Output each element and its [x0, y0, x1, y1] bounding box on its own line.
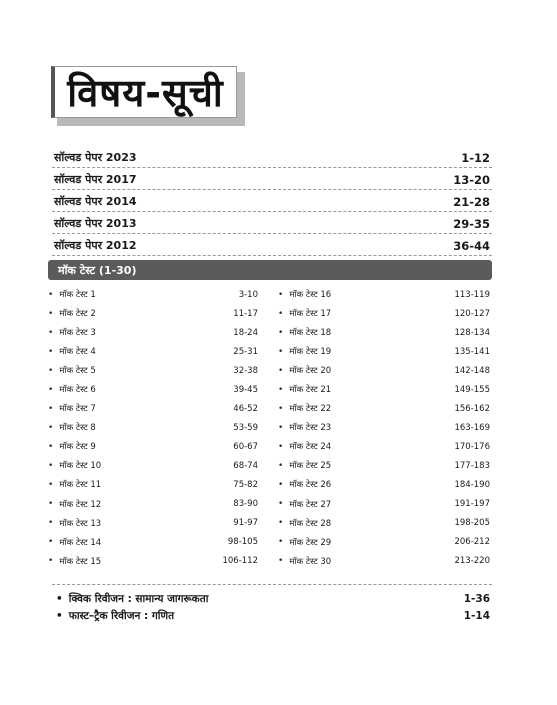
- bullet-icon: •: [278, 556, 284, 567]
- solved-paper-pages: 1-12: [461, 151, 490, 165]
- solved-paper-row[interactable]: [52, 190, 492, 212]
- mock-test-pages: 135-141: [454, 346, 490, 357]
- mock-test-pages: 156-162: [454, 403, 490, 414]
- mock-test-pages: 68-74: [233, 460, 258, 471]
- mock-test-row[interactable]: [278, 323, 490, 342]
- bullet-icon: •: [48, 365, 54, 376]
- bullet-icon: •: [48, 460, 54, 471]
- mock-test-row[interactable]: [48, 399, 258, 418]
- bullet-icon: •: [278, 384, 284, 395]
- bullet-icon: •: [278, 289, 284, 300]
- mock-test-pages: 206-212: [454, 537, 490, 548]
- mock-test-label: मॉक टेस्ट 24: [289, 442, 332, 453]
- solved-paper-label: सॉल्वड पेपर 2017: [54, 173, 137, 186]
- bullet-icon: •: [278, 365, 284, 376]
- solved-paper-pages: 21-28: [453, 195, 490, 209]
- mock-test-row[interactable]: [48, 285, 258, 304]
- solved-paper-row[interactable]: [52, 212, 492, 234]
- mock-test-label-group: [278, 384, 331, 395]
- mock-test-pages: 128-134: [454, 327, 490, 338]
- mock-test-label-group: [278, 365, 331, 376]
- bullet-icon: •: [278, 479, 284, 490]
- mock-test-label-group: [48, 346, 96, 357]
- bullet-icon: •: [278, 403, 284, 414]
- mock-test-row[interactable]: [278, 418, 490, 437]
- mock-test-pages: 213-220: [454, 556, 490, 567]
- mock-test-row[interactable]: [48, 552, 258, 571]
- mock-test-label-group: [48, 403, 96, 414]
- mock-test-label-group: [278, 479, 331, 490]
- mock-test-label: मॉक टेस्ट 11: [59, 480, 102, 491]
- mock-test-label-group: [48, 537, 101, 548]
- mock-test-row[interactable]: [48, 304, 258, 323]
- mock-test-row[interactable]: [48, 533, 258, 552]
- bullet-icon: •: [278, 441, 284, 452]
- mock-test-label: मॉक टेस्ट 16: [289, 290, 332, 301]
- mock-test-row[interactable]: [48, 342, 258, 361]
- mock-test-row[interactable]: [278, 342, 490, 361]
- mock-test-pages: 113-119: [454, 289, 490, 300]
- mock-test-label-group: [278, 441, 331, 452]
- mock-test-row[interactable]: [278, 552, 490, 571]
- mock-test-label-group: [278, 346, 331, 357]
- mock-test-row[interactable]: [278, 495, 490, 514]
- mock-test-label-group: [278, 403, 331, 414]
- mock-test-label: मॉक टेस्ट 1: [59, 290, 96, 301]
- bullet-icon: •: [48, 499, 54, 510]
- mock-test-label: मॉक टेस्ट 27: [289, 499, 332, 510]
- mock-test-pages: 98-105: [227, 537, 258, 548]
- mock-list-left: [48, 285, 258, 571]
- mock-test-label-group: [278, 327, 331, 338]
- mock-test-label-group: [48, 556, 101, 567]
- bullet-icon: •: [278, 308, 284, 319]
- mock-test-row[interactable]: [48, 361, 258, 380]
- solved-paper-label: सॉल्वड पेपर 2014: [54, 195, 137, 208]
- mock-test-pages: 83-90: [233, 499, 258, 510]
- solved-papers-list: [52, 146, 492, 256]
- mock-test-pages: 91-97: [233, 518, 258, 529]
- mock-test-pages: 163-169: [454, 422, 490, 433]
- mock-test-pages: 149-155: [454, 384, 490, 395]
- mock-test-pages: 120-127: [454, 308, 490, 319]
- bullet-icon: •: [48, 537, 54, 548]
- mock-test-label-group: [278, 308, 331, 319]
- mock-test-pages: 60-67: [233, 441, 258, 452]
- mock-test-label-group: [48, 308, 96, 319]
- mock-test-pages: 11-17: [233, 308, 258, 319]
- solved-paper-pages: 13-20: [453, 173, 490, 187]
- solved-paper-label: सॉल्वड पेपर 2012: [54, 239, 137, 252]
- mock-test-label: मॉक टेस्ट 29: [289, 537, 332, 548]
- mock-test-pages: 170-176: [454, 441, 490, 452]
- bullet-icon: •: [56, 609, 63, 622]
- mock-test-label: मॉक टेस्ट 28: [289, 518, 332, 529]
- mock-test-row[interactable]: [48, 418, 258, 437]
- solved-paper-pages: 36-44: [453, 239, 490, 253]
- mock-test-label: मॉक टेस्ट 14: [59, 537, 102, 548]
- mock-test-row[interactable]: [278, 456, 490, 475]
- mock-test-label-group: [48, 499, 101, 510]
- mock-test-label: मॉक टेस्ट 15: [59, 556, 102, 567]
- mock-test-label: मॉक टेस्ट 21: [289, 385, 332, 396]
- mock-test-label: मॉक टेस्ट 9: [59, 442, 96, 453]
- mock-test-row[interactable]: [278, 304, 490, 323]
- mock-test-pages: 177-183: [454, 460, 490, 471]
- mock-test-label: मॉक टेस्ट 7: [59, 404, 96, 415]
- mock-section-header: मॉक टेस्ट (1-30): [48, 260, 492, 280]
- mock-test-label-group: [48, 289, 96, 300]
- bullet-icon: •: [278, 346, 284, 357]
- solved-paper-label: सॉल्वड पेपर 2023: [54, 151, 137, 164]
- mock-test-label: मॉक टेस्ट 20: [289, 366, 332, 377]
- mock-list-right: [278, 285, 490, 571]
- mock-test-label-group: [278, 289, 331, 300]
- solved-paper-label: सॉल्वड पेपर 2013: [54, 217, 137, 230]
- mock-test-pages: 184-190: [454, 479, 490, 490]
- mock-test-label: मॉक टेस्ट 5: [59, 366, 96, 377]
- mock-test-row[interactable]: [48, 380, 258, 399]
- revision-row[interactable]: [56, 590, 490, 607]
- mock-test-label-group: [278, 499, 331, 510]
- solved-paper-row[interactable]: [52, 146, 492, 168]
- bullet-icon: •: [48, 308, 54, 319]
- revision-label: फास्ट–ट्रैक रिवीजन : गणित: [68, 609, 175, 622]
- bullet-icon: •: [48, 556, 54, 567]
- bullet-icon: •: [278, 460, 284, 471]
- mock-test-pages: 75-82: [233, 479, 258, 490]
- mock-test-row[interactable]: [278, 285, 490, 304]
- bullet-icon: •: [48, 441, 54, 452]
- mock-test-label-group: [278, 537, 331, 548]
- mock-test-row[interactable]: [278, 437, 490, 456]
- solved-paper-row[interactable]: [52, 234, 492, 256]
- mock-test-row[interactable]: [278, 380, 490, 399]
- mock-test-pages: 46-52: [233, 403, 258, 414]
- mock-test-pages: 39-45: [233, 384, 258, 395]
- divider: [52, 584, 492, 585]
- bullet-icon: •: [48, 479, 54, 490]
- bullet-icon: •: [48, 289, 54, 300]
- mock-test-label: मॉक टेस्ट 12: [59, 499, 102, 510]
- mock-test-label: मॉक टेस्ट 25: [289, 461, 332, 472]
- mock-test-pages: 198-205: [454, 518, 490, 529]
- mock-test-row[interactable]: [48, 514, 258, 533]
- bullet-icon: •: [48, 384, 54, 395]
- mock-test-label: मॉक टेस्ट 3: [59, 328, 96, 339]
- bullet-icon: •: [48, 346, 54, 357]
- bullet-icon: •: [56, 592, 63, 605]
- mock-test-label-group: [278, 422, 331, 433]
- mock-test-label-group: [278, 460, 331, 471]
- revision-pages: 1-14: [463, 609, 490, 622]
- bullet-icon: •: [278, 422, 284, 433]
- mock-test-label-group: [48, 479, 101, 490]
- mock-test-row[interactable]: [48, 323, 258, 342]
- mock-test-label: मॉक टेस्ट 6: [59, 385, 96, 396]
- mock-test-label: मॉक टेस्ट 23: [289, 423, 332, 434]
- mock-test-label: मॉक टेस्ट 26: [289, 480, 332, 491]
- mock-test-label-group: [48, 518, 101, 529]
- page-title: विषय-सूची: [51, 66, 237, 118]
- bullet-icon: •: [278, 537, 284, 548]
- mock-test-label-group: [48, 422, 96, 433]
- bullet-icon: •: [278, 327, 284, 338]
- mock-test-pages: 18-24: [233, 327, 258, 338]
- revision-pages: 1-36: [463, 592, 490, 605]
- solved-paper-row[interactable]: [52, 168, 492, 190]
- mock-test-label: मॉक टेस्ट 4: [59, 347, 96, 358]
- mock-test-pages: 25-31: [233, 346, 258, 357]
- bullet-icon: •: [48, 518, 54, 529]
- mock-test-row[interactable]: [278, 399, 490, 418]
- mock-test-label: मॉक टेस्ट 30: [289, 556, 332, 567]
- revision-label: क्विक रिवीजन : सामान्य जागरूकता: [68, 592, 209, 605]
- bullet-icon: •: [48, 422, 54, 433]
- revision-list: [56, 590, 490, 624]
- mock-test-label-group: [48, 365, 96, 376]
- mock-test-label: मॉक टेस्ट 2: [59, 309, 96, 320]
- mock-test-row[interactable]: [48, 437, 258, 456]
- mock-test-label-group: [48, 460, 101, 471]
- mock-test-label: मॉक टेस्ट 13: [59, 518, 102, 529]
- mock-test-label-group: [48, 441, 96, 452]
- mock-test-pages: 142-148: [454, 365, 490, 376]
- mock-test-label-group: [48, 327, 96, 338]
- mock-test-pages: 106-112: [222, 556, 258, 567]
- mock-test-label-group: [278, 518, 331, 529]
- mock-test-pages: 3-10: [238, 289, 258, 300]
- mock-test-pages: 191-197: [454, 499, 490, 510]
- mock-test-row[interactable]: [278, 361, 490, 380]
- mock-test-label: मॉक टेस्ट 8: [59, 423, 96, 434]
- mock-test-pages: 32-38: [233, 365, 258, 376]
- mock-test-row[interactable]: [278, 514, 490, 533]
- bullet-icon: •: [48, 327, 54, 338]
- mock-test-row[interactable]: [278, 475, 490, 494]
- mock-test-label: मॉक टेस्ट 18: [289, 328, 332, 339]
- mock-test-label-group: [278, 556, 331, 567]
- mock-test-label: मॉक टेस्ट 10: [59, 461, 102, 472]
- mock-test-row[interactable]: [48, 495, 258, 514]
- bullet-icon: •: [278, 518, 284, 529]
- mock-test-label-group: [48, 384, 96, 395]
- bullet-icon: •: [278, 499, 284, 510]
- mock-test-pages: 53-59: [233, 422, 258, 433]
- mock-test-row[interactable]: [278, 533, 490, 552]
- bullet-icon: •: [48, 403, 54, 414]
- mock-test-row[interactable]: [48, 475, 258, 494]
- mock-test-label: मॉक टेस्ट 22: [289, 404, 332, 415]
- solved-paper-pages: 29-35: [453, 217, 490, 231]
- mock-test-label: मॉक टेस्ट 17: [289, 309, 332, 320]
- revision-row[interactable]: [56, 607, 490, 624]
- mock-test-label: मॉक टेस्ट 19: [289, 347, 332, 358]
- mock-test-row[interactable]: [48, 456, 258, 475]
